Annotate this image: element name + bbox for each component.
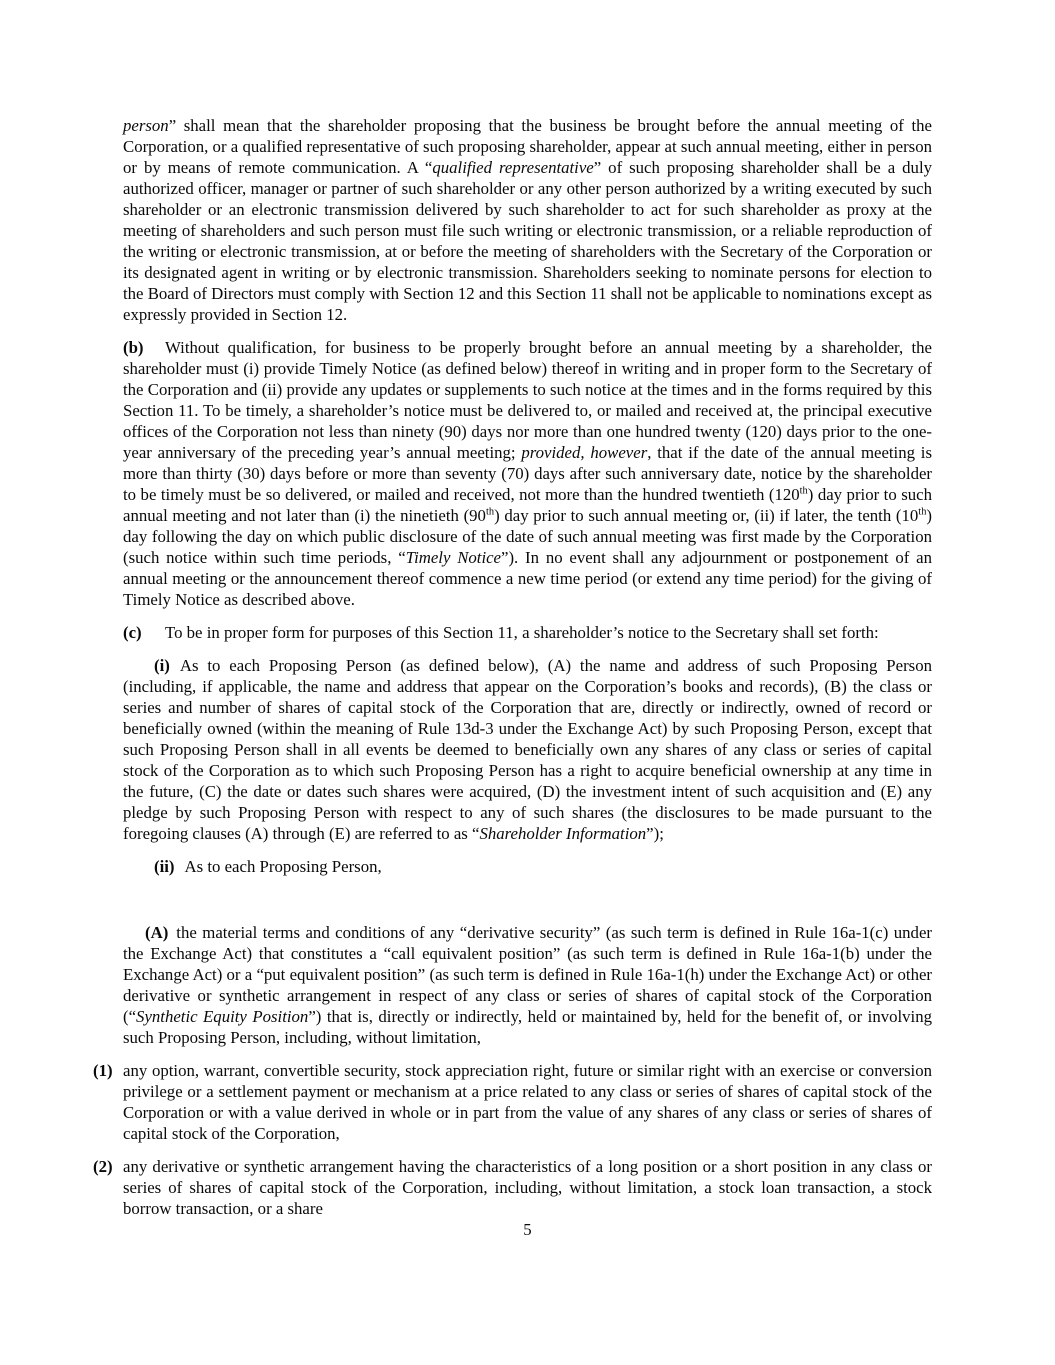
paragraph-1 (93, 1060, 932, 1144)
paragraph-2-text: any derivative or synthetic arrangement having the characteristics of a long position or a short position in any class or series of shares of capital stock of the Corporation, including, without limitation, a stock loan transaction, a stock borrow transaction, or a share (123, 1157, 932, 1218)
paragraph-A-label: (A) (145, 923, 169, 942)
paragraph-b-label: (b) (123, 338, 144, 357)
paragraph-c (123, 622, 932, 643)
paragraph-ii-label: (ii) (154, 857, 175, 876)
paragraph-b (123, 337, 932, 610)
paragraph-c-text: To be in proper form for purposes of this Section 11, a shareholder’s notice to the Secretary shall set forth: (165, 623, 879, 642)
paragraph-2-label: (2) (93, 1157, 113, 1176)
paragraph-c-label: (c) (123, 623, 142, 642)
paragraph-1-text: any option, warrant, convertible security, stock appreciation right, future or similar right with an exercise or conversion privilege or a settlement payment or mechanism at a price related to any class or series of shares of capital stock of the Corporation or with a value derived in whole or in part from the value of any shares of any class or series of shares of capital stock of the Corporation, (123, 1061, 932, 1143)
paragraph-2 (93, 1156, 932, 1219)
paragraph-ii-text: As to each Proposing Person, (184, 857, 382, 876)
paragraph-i-label: (i) (154, 656, 170, 675)
paragraph-i (123, 655, 932, 844)
paragraph-ii (123, 856, 932, 877)
page-number: 5 (523, 1220, 532, 1239)
paragraph-i-text: As to each Proposing Person (as defined below), (A) the name and address of such Proposing Person (including, if applicable, the name and address that appear on the Corporation’s books and records), (B) the class or series and number of shares of capital stock of the Corporation that are, directly or indirectly, owned of record or beneficially owned (within the meaning of Rule 13d-3 under the Exchange Act) by such Proposing Person, except that such Proposing Person shall in all events be deemed to beneficially own any shares of any class or series of capital stock of the Corporation as to which such Proposing Person has a right to acquire beneficial ownership at any time in the future, (C) the date or dates such shares were acquired, (D) the investment intent of such acquisition and (E) any pledge by such Proposing Person with respect to any of such shares (the disclosures to be made pursuant to the foregoing clauses (A) through (E) are referred to as “Shareholder Information”); (123, 656, 932, 843)
paragraph-A (123, 922, 932, 1048)
paragraph-A-text: the material terms and conditions of any “derivative security” (as such term is defined in Rule 16a-1(c) under the Exchange Act) that constitutes a “call equivalent position” (as such term is defined in Rule 16a-1(b) under the Exchange Act) or a “put equivalent position” (as such term is defined in Rule 16a-1(h) under the Exchange Act) or other derivative or synthetic arrangement in respect of any class or series of shares of capital stock of the Corporation (“Synthetic Equity Position”) that is, directly or indirectly, held or maintained by, held for the benefit of, or involving such Proposing Person, including, without limitation, (123, 923, 932, 1047)
paragraph-b-text: Without qualification, for business to be properly brought before an annual meeting by a shareholder, the shareholder must (i) provide Timely Notice (as defined below) thereof in writing and in proper form to the Secretary of the Corporation and (ii) provide any updates or supplements to such notice at the times and in the forms required by this Section 11. To be timely, a shareholder’s notice must be delivered to, or mailed and received at, the principal executive offices of the Corporation not less than ninety (90) days nor more than one hundred twenty (120) days prior to the one-year anniversary of the preceding year’s annual meeting; provided, however, that if the date of the annual meeting is more than thirty (30) days before or more than seventy (70) days after such anniversary date, notice by the shareholder to be timely must be so delivered, or mailed and received, not more than the hundred twentieth (120th) day prior to such annual meeting and not later than (i) the ninetieth (90th) day prior to such annual meeting or, (ii) if later, the tenth (10th) day following the day on which public disclosure of the date of such annual meeting was first made by the Corporation (such notice within such time periods, “Timely Notice”). In no event shall any adjournment or postponement of an annual meeting or the announcement thereof commence a new time period (or extend any time period) for the giving of Timely Notice as described above. (123, 338, 932, 609)
paragraph-intro-text: person” shall mean that the shareholder proposing that the business be brought before the annual meeting of the Corporation, or a qualified representative of such proposing shareholder, appear at such annual meeting, either in person or by means of remote communication. A “qualified representative” of such proposing shareholder shall be a duly authorized officer, manager or partner of such shareholder or any other person authorized by a writing executed by such shareholder or an electronic transmission delivered by such shareholder to act for such shareholder as proxy at the meeting of shareholders and such person must file such writing or electronic transmission, or a reliable reproduction of the writing or electronic transmission, at or before the meeting of shareholders with the Secretary of the Corporation or its designated agent in writing or by electronic transmission. Shareholders seeking to nominate persons for election to the Board of Directors must comply with Section 12 and this Section 11 shall not be applicable to nominations except as expressly provided in Section 12. (123, 116, 932, 324)
paragraph-intro (123, 115, 932, 325)
paragraph-1-label: (1) (93, 1061, 113, 1080)
